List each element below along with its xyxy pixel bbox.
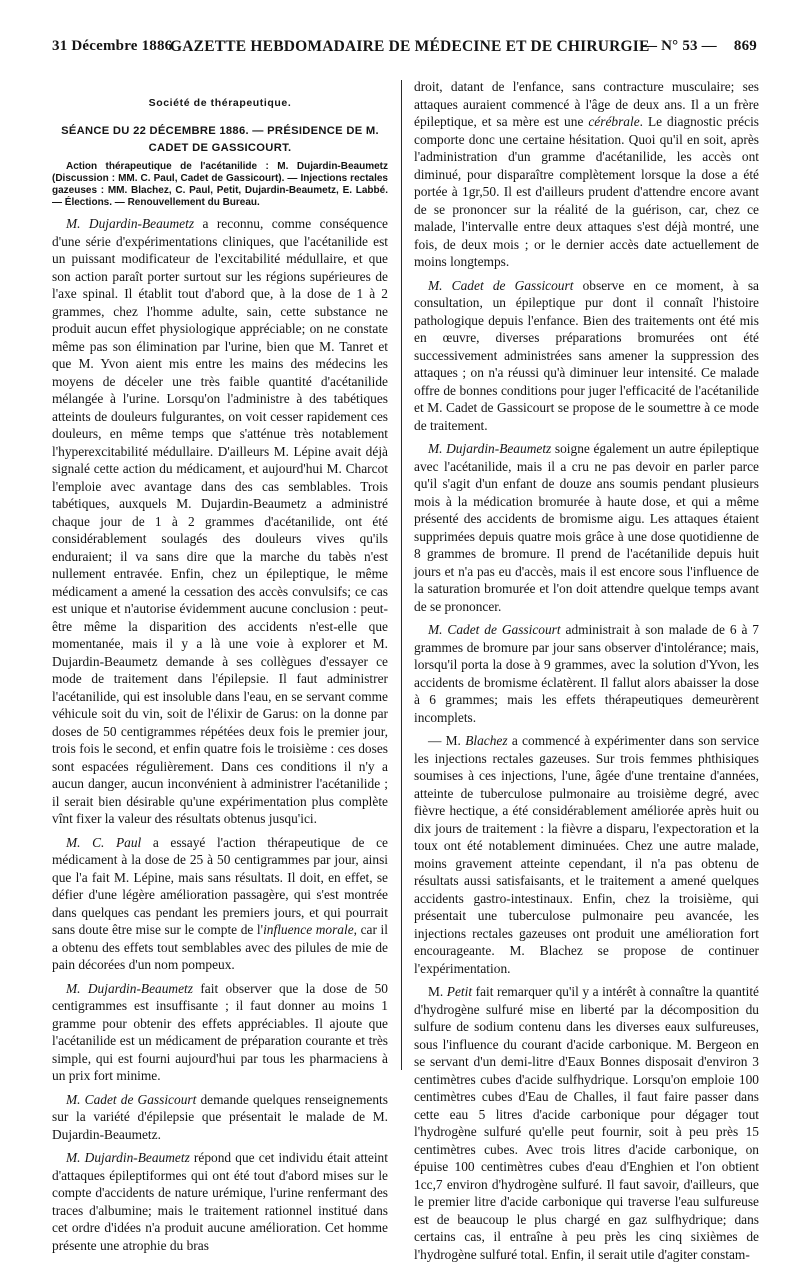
speaker-name: M. Cadet de Gassicourt	[66, 1091, 197, 1107]
session-summary: Action thérapeutique de l'acétanilide : M. Dujardin-Beaumetz (Discussion : MM. C. Paul, Cadet de Gassicourt). — Injections rectales gazeuses : MM. Blachez, C. Paul, Petit, Dujardin-Beaumetz, E. Labbé. — Élections. — Renouvellement du Bureau.	[52, 160, 388, 209]
emphasis: influence morale	[263, 922, 354, 938]
paragraph-text: a reconnu, comme conséquence d'une série d'expérimentations cliniques, que l'acétanilide est un puissant modificateur de l'excitabilité médullaire, et que son action paraît porter surtout sur les régions supérieures de l'axe spinal. Il établit tout d'abord que, à la dose de 1 à 2 grammes, chez l'homme adulte, sain, cette substance ne produit aucun effet physiologique appréciable; on ne constate même pas son élimination par l'urine, bien que M. Tanret et que M. Yvon aient mis entre les mains des médecins les moyens de déceler une très faible quantité d'acétanilide mélangée à l'urine. Lorsqu'on l'administre à des tabétiques atteints de douleurs fulgurantes, on voit cesser rapidement ces douleurs, en même temps que s'atténue très notablement l'hyperexcitabilité médullaire. D'ailleurs M. Lépine avait déjà signalé cette action du médicament, et aujourd'hui M. Charcot l'emploie avec avantage dans des cas semblables. Trois tabétiques, auxquels M. Dujardin-Beaumetz a administré chaque jour de 1 à 2 grammes d'acétanilide, ont été considérablement soulagés des douleurs vives qu'ils enduraient; il va sans dire que la marche du tabès n'est nullement entravée. Enfin, chez un épileptique, le même médicament a amené la cessation des accès convulsifs; ce cas est unique et n'autorise évidemment aucune conclusion : peut-être même la disparition des accidents n'est-elle que momentanée, mais il y a là une voie à explorer et M. Dujardin-Beaumetz demande à ses collègues d'essayer ce mode de traitement dans l'épilepsie. Il faut administrer l'acétanilide, qui est insoluble dans l'eau, en se servant comme véhicule soit du vin, soit de l'élixir de Garus: on la donne par doses de 50 centigrammes répétées deux fois le premier jour, trois fois le second, et enfin quatre fois le troisième : ces doses sont espacées régulièrement. Dans ces conditions il n'y a aucun danger, aucun inconvénient à administrer l'acétanilide ; il serait bien désirable qu'une expérimentation plus complète vînt fixer la valeur des résultats obtenus jusqu'ici.	[52, 216, 388, 827]
paragraph-text: fait observer que la dose de 50 centigrammes est insuffisante ; il faut donner au moins 1 gramme pour obtenir des effets appréciables. Il ajoute que l'acétanilide est un médicament de préparation courante et très simple, qui est fourni aujourd'hui par tous les pharmaciens à un prix fort minime.	[52, 980, 388, 1084]
left-column	[52, 95, 388, 1260]
speaker-name: M. Dujardin-Beaumetz	[66, 980, 193, 996]
speaker-name: Petit	[446, 984, 473, 999]
paragraph	[414, 277, 759, 435]
paragraph	[414, 983, 759, 1263]
header-date: 31 Décembre 1886	[52, 38, 173, 54]
paragraph-text: a essayé l'action thérapeutique de ce médicament à la dose de 25 à 50 centigrammes par jour, ainsi que l'a fait M. Lépine, mais sans résultats. Il doit, en effet, se défier d'une légère amélioration passagère, qui s'est montrée dans quelques cas pendant les premiers jours, et qui pourrait sans doute être mise sur le compte de l'	[52, 834, 388, 938]
paragraph-text: M.	[428, 984, 447, 999]
speaker-name: M. Cadet de Gassicourt	[428, 622, 561, 637]
speaker-name: Blachez	[465, 733, 508, 748]
paragraph	[414, 732, 759, 977]
speaker-name: M. C. Paul	[66, 834, 142, 850]
section-heading: Société de thérapeutique.	[148, 97, 292, 109]
journal-title: GAZETTE HEBDOMADAIRE DE MÉDECINE ET DE CHIRURGIE	[170, 38, 650, 55]
paragraph-text: répond que cet individu était atteint d'attaques épileptiformes qui ont été tout d'abord mises sur le compte d'accidents de nature urémique, l'urine renfermant des traces d'albumine; mais le traitement rationnel institué dans cet ordre d'idées n'a produit aucune amélioration. Cet homme présente une atrophie du bras	[52, 1150, 388, 1253]
paragraph	[414, 78, 759, 271]
speaker-name: M. Dujardin-Beaumetz	[428, 441, 552, 456]
running-header	[52, 38, 757, 60]
speaker-name: M. Dujardin-Beaumetz	[66, 1150, 190, 1166]
issue-number: — N° 53 —	[642, 38, 717, 54]
paragraph-text: soigne également un autre épileptique avec l'acétanilide, mais il a cru ne pas devoir en parler parce qu'il s'agit d'un enfant de douze ans soumis pendant plusieurs mois à la médication bromurée à haute dose, et qui a même présenté des accidents de bromisme aigu. Les attaques étaient supprimées depuis quatre mois grâce à une dose quotidienne de 8 grammes de bromure. Il prend de l'acétanilide depuis huit jours et n'a pas eu d'accès, mais il est encore sous l'influence de la saturation bromurée et l'on doit attendre quelque temps avant de se prononcer.	[414, 441, 759, 614]
paragraph-text: , car il a obtenu des effets tout semblables avec des pilules de mie de pain décorées d'un nom pompeux.	[52, 922, 388, 973]
column-divider	[401, 80, 402, 1070]
right-column	[414, 78, 759, 1269]
session-heading: SÉANCE DU 22 DÉCEMBRE 1886. — PRÉSIDENCE DE M. CADET DE GASSICOURT.	[61, 124, 379, 154]
paragraph-text: — M.	[428, 733, 466, 748]
emphasis: cérébrale	[588, 114, 640, 129]
paragraph-text: a commencé à expérimenter dans son service les injections rectales gazeuses. Sur trois femmes phthisiques soumises à ces injections, l'une, âgée d'une trentaine d'années, atteinte de tuberculose pulmonaire au troisième degré, avec fièvre hectique, a été considérablement améliorée après huit ou dix jours de traitement : la fièvre a disparu, l'expectoration et la toux ont été notablement diminuées. Chez une autre malade, moins gravement atteinte cependant, il n'a pas obtenu de résultats aussi satisfaisants, et le traitement a amené quelques accidents gastro-intestinaux. Enfin, chez la troisième, qui présentait une tuberculose pulmonaire peu avancée, les injections rectales gazeuses ont produit une amélioration fort encourageante. M. Blachez se propose de continuer l'expérimentation.	[414, 733, 760, 976]
paragraph-text: fait remarquer qu'il y a intérêt à connaître la quantité d'hydrogène sulfuré mise en liberté par la décomposition du sulfure de sodium contenu dans les diverses eaux sulfureuses, sous l'influence du courant d'acide carbonique. M. Bergeon en se servant d'un demi-litre d'Eaux Bonnes disposait d'environ 3 centimètres cubes d'acide sulfhydrique. Lorsqu'on emploie 100 centimètres cubes d'Eau de Challes, il faut faire passer dans cette eau 5 litres d'acide carbonique pour dégager tout l'hydrogène sulfuré qu'elle peut fournir, soit à peu près 15 centimètres cubes. Avec trois litres d'acide carbonique, on épuise 100 centimètres cubes d'eau d'Enghien et l'on obtient 1cc,7 environ d'hydrogène sulfuré. Il faut savoir, d'ailleurs, que le premier litre d'acide carbonique qui traverse l'eau sulfureuse est de beaucoup le plus chargé en gaz sulfhydrique; dans certains cas, il entraîne à peu près les cinq sixièmes de l'hydrogène sulfuré total. Enfin, il serait utile d'agiter constam-	[414, 984, 759, 1262]
paragraph	[52, 1149, 388, 1254]
page-number: 869	[733, 38, 757, 54]
paragraph-text: observe en ce moment, à sa consultation, un épileptique pur dont il connaît l'histoire pathologique depuis l'enfance. Bien des traitements ont été mis en œuvre, diverses préparations bromurées ont été successivement administrées sans amener la suppression des attaques ; on n'a réussi qu'à diminuer leur intensité. Ce malade offre de bonnes conditions pour juger l'efficacité de l'acétanilide et M. Cadet de Gassicourt se propose de le soumettre à ce mode de traitement.	[414, 277, 759, 433]
speaker-name: M. Dujardin-Beaumetz	[66, 216, 195, 232]
paragraph-text: administrait à son malade de 6 à 7 grammes de bromure par jour sans observer d'intolérance; mais, lorsqu'il porta la dose à 9 grammes, avec la solution d'Yvon, les accidents de bromisme éclatèrent. Il fallut alors abaisser la dose à 6 grammes; mais les effets thérapeutiques demeurèrent incomplets.	[414, 622, 759, 725]
speaker-name: M. Cadet de Gassicourt	[428, 277, 574, 293]
paragraph-text: . Le diagnostic précis comporte donc une certaine hésitation. Quoi qu'il en soit, après l'administration d'un gramme d'acétanilide, les accès ont diminué, pour disparaître complètement lorsque la dose a été portée à 1gr,50. Il est d'ailleurs prudent d'attendre encore avant de se prononcer sur la réalité de la guérison, car, chez ce malade, l'intervalle entre deux attaques s'est déjà montré, une fois, de deux mois ; or le dernier accès date actuellement de moins longtemps.	[414, 114, 759, 269]
paragraph-text: droit, datant de l'enfance, sans contracture musculaire; ses attaques auraient commencé à l'âge de deux ans. Il a un frère épileptique, et sa mère est une	[414, 79, 759, 129]
paragraph	[414, 440, 759, 615]
paragraph	[52, 980, 388, 1085]
paragraph	[52, 1091, 388, 1144]
paragraph-text: demande quelques renseignements sur la variété d'épilepsie que présentait le malade de M. Dujardin-Beaumetz.	[52, 1091, 388, 1142]
paragraph	[414, 621, 759, 726]
paragraph	[52, 215, 388, 828]
paragraph	[52, 834, 388, 974]
